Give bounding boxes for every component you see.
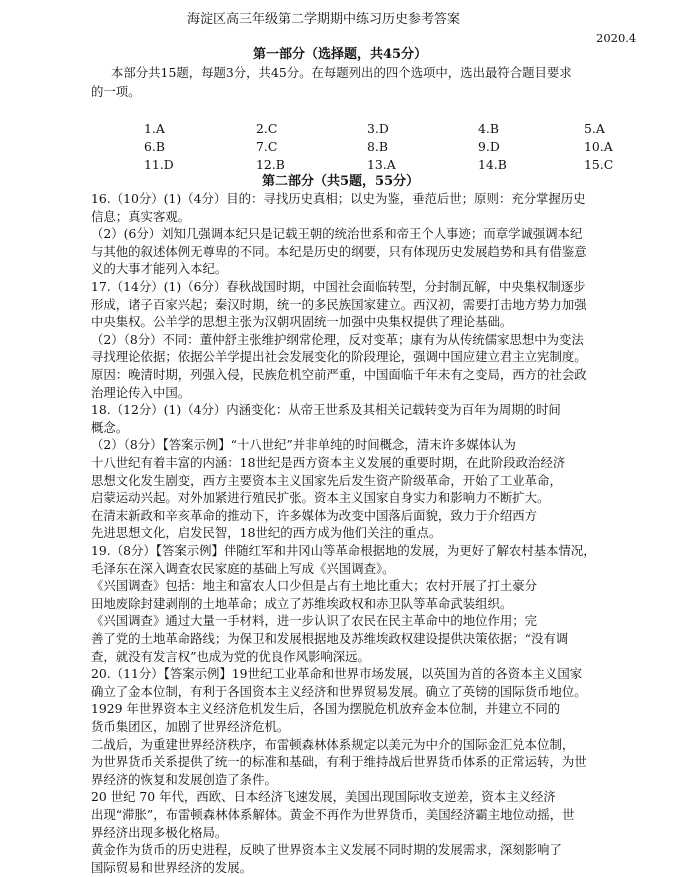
answer-text-line: （2）（8分）【答案示例】“十八世纪”并非单纯的时间概念，清末许多媒体认为: [91, 437, 516, 453]
answer-text-line: 思想文化发生剧变，西方主要资本主义国家先后发生资产阶级革命，开始了工业革命，: [91, 472, 562, 488]
choice-answer: 2.C: [256, 121, 278, 136]
answer-text-line: 治理论传入中国。: [91, 384, 191, 400]
answer-text-line: 与其他的叙述体例无尊卑的不同。本纪是历史的纲要，只有体现历史发展趋势和具有借鉴意: [91, 243, 587, 259]
answer-text-line: （2）（8分）不同：董仲舒主张维护纲常伦理，反对变革；康有为从传统儒家思想中为变法: [91, 331, 584, 347]
choice-answer: 9.D: [478, 139, 500, 154]
choice-answer: 7.C: [256, 139, 278, 154]
answer-text-line: 《兴国调查》通过大量一手材料，进一步认识了农民在民主革命中的地位作用；完: [91, 613, 538, 629]
answer-text-line: 二战后，为重建世界经济秩序，布雷顿森林体系规定以美元为中介的国际金汇兑本位制，: [91, 736, 575, 752]
document-date: 2020.4: [596, 31, 637, 45]
answer-text-line: 国际贸易和世界经济的发展。: [91, 859, 253, 875]
choice-answer: 12.B: [256, 157, 285, 172]
part2-heading: 第二部分（共5题，55分）: [262, 174, 420, 189]
document-title: 海淀区高三年级第二学期期中练习历史参考答案: [187, 12, 461, 27]
answer-text-line: 确立了金本位制，有利于各国资本主义经济和世界贸易发展。确立了英镑的国际货币地位。: [91, 683, 587, 699]
answer-text-line: 启蒙运动兴起。对外加紧进行殖民扩张。资本主义国家自身实力和影响力不断扩大。: [91, 490, 550, 506]
answer-text-line: 原因：晚清时期，列强入侵，民族危机空前严重，中国面临千年未有之变局，西方的社会政: [91, 367, 587, 382]
answer-text-line: 18.（12分）(1)（4分）内涵变化：从帝王世系及其相关记载转变为百年为周期的时间: [91, 402, 561, 418]
answer-text-line: 形成，诸子百家兴起；秦汉时期，统一的多民族国家建立。西汉初，需要打击地方势力加强: [91, 296, 587, 312]
answer-text-line: 毛泽东在深入调查农民家庭的基础上写成《兴国调查》。: [91, 560, 395, 576]
choice-answer: 5.A: [584, 121, 605, 136]
choice-answer: 11.D: [144, 157, 174, 172]
answer-text-line: 先进思想文化，启发民智，18世纪的西方成为他们关注的重点。: [91, 525, 442, 541]
answer-text-line: 界经济的恢复和发展创造了条件。: [91, 771, 277, 787]
answer-text-line: （2）(6分）刘知几强调本纪只是记载王朝的统治世系和帝王个人事迹；而章学诚强调本纪: [91, 226, 583, 242]
answer-text-line: 查，就没有发言权”也成为党的优良作风影响深远。: [91, 648, 370, 664]
choice-answer: 10.A: [584, 139, 613, 154]
answer-text-line: 《兴国调查》包括：地主和富农人口少但是占有土地比重大；农村开展了打土豪分: [91, 578, 538, 594]
choice-answer: 3.D: [367, 121, 389, 136]
choice-answer: 8.B: [367, 139, 388, 154]
choice-answer: 1.A: [144, 121, 165, 136]
answer-text-line: 20.（11分）【答案示例】19世纪工业革命和世界市场发展，以英国为首的各资本主义国家: [91, 666, 583, 682]
answer-text-line: 信息；真实客观。: [91, 208, 191, 224]
choice-answer: 15.C: [584, 157, 614, 172]
answer-text-line: 概念。: [91, 419, 129, 435]
answer-text-line: 寻找理论依据；依据公羊学提出社会发展变化的阶段理论，强调中国应建立君主立宪制度。: [91, 349, 587, 365]
answer-text-line: 十八世纪有着丰富的内涵：18世纪是西方资本主义发展的重要时期，在此阶段政治经济: [91, 455, 566, 470]
answer-text-line: 19.（8分）【答案示例】伴随红军和井冈山等革命根据地的发展，为更好了解农村基本情况，: [91, 543, 596, 558]
answer-text-line: 1929 年世界资本主义经济危机发生后，各国为摆脱危机放弃金本位制，并建立不同的: [91, 701, 561, 717]
choice-answer: 4.B: [478, 121, 499, 136]
choice-answer: 6.B: [144, 139, 165, 154]
answer-text-line: 货币集团区，加剧了世界经济危机。: [91, 719, 290, 734]
choice-answer: 14.B: [478, 157, 507, 172]
answer-text-line: 中央集权。公羊学的思想主张为汉朝巩固统一加强中央集权提供了理论基础。: [91, 314, 513, 330]
answer-text-line: 20 世纪 70 年代，西欧、日本经济飞速发展，美国出现国际收支逆差，资本主义经济: [91, 789, 556, 805]
answer-text-line: 界经济出现多极化格局。: [91, 824, 228, 840]
answer-text-line: 黄金作为货币的历史进程，反映了世界资本主义发展不同时期的发展需求，深刻影响了: [91, 842, 562, 858]
choice-answer: 13.A: [367, 157, 396, 172]
answer-text-line: 出现“滞胀”，布雷顿森林体系解体。黄金不再作为世界货币，美国经济霸主地位动摇，世: [91, 807, 575, 822]
answer-text-line: 善了党的土地革命路线；为保卫和发展根据地及苏维埃政权建设提供决策依据；“没有调: [91, 631, 569, 646]
answer-text-line: 在清末新政和辛亥革命的推动下，许多媒体为改变中国落后面貌，致力于介绍西方: [91, 507, 538, 523]
answer-text-line: 17.（14分）(1)（6分）春秋战国时期，中国社会面临转型，分封制瓦解，中央集权制逐步: [91, 279, 586, 294]
answer-text-line: 田地废除封建剥削的土地革命；成立了苏维埃政权和赤卫队等革命武装组织。: [91, 595, 513, 611]
answer-text-line: 为世界货币关系提供了统一的标准和基础，有利于维持战后世界货币体系的正常运转，为世: [91, 754, 587, 770]
answer-text-line: 16.（10分）(1)（4分）目的：寻找历史真相；以史为鉴，垂范后世；原则：充分掌握历史: [91, 191, 586, 206]
part1-heading: 第一部分（选择题，共45分）: [253, 47, 428, 62]
answer-text-line: 义的大事才能列入本纪。: [91, 261, 228, 277]
part1-intro-line: 本部分共15题，每题3分，共45分。在每题列出的四个选项中，选出最符合题目要求: [111, 65, 572, 80]
part1-intro-line: 的一项。: [91, 84, 141, 99]
